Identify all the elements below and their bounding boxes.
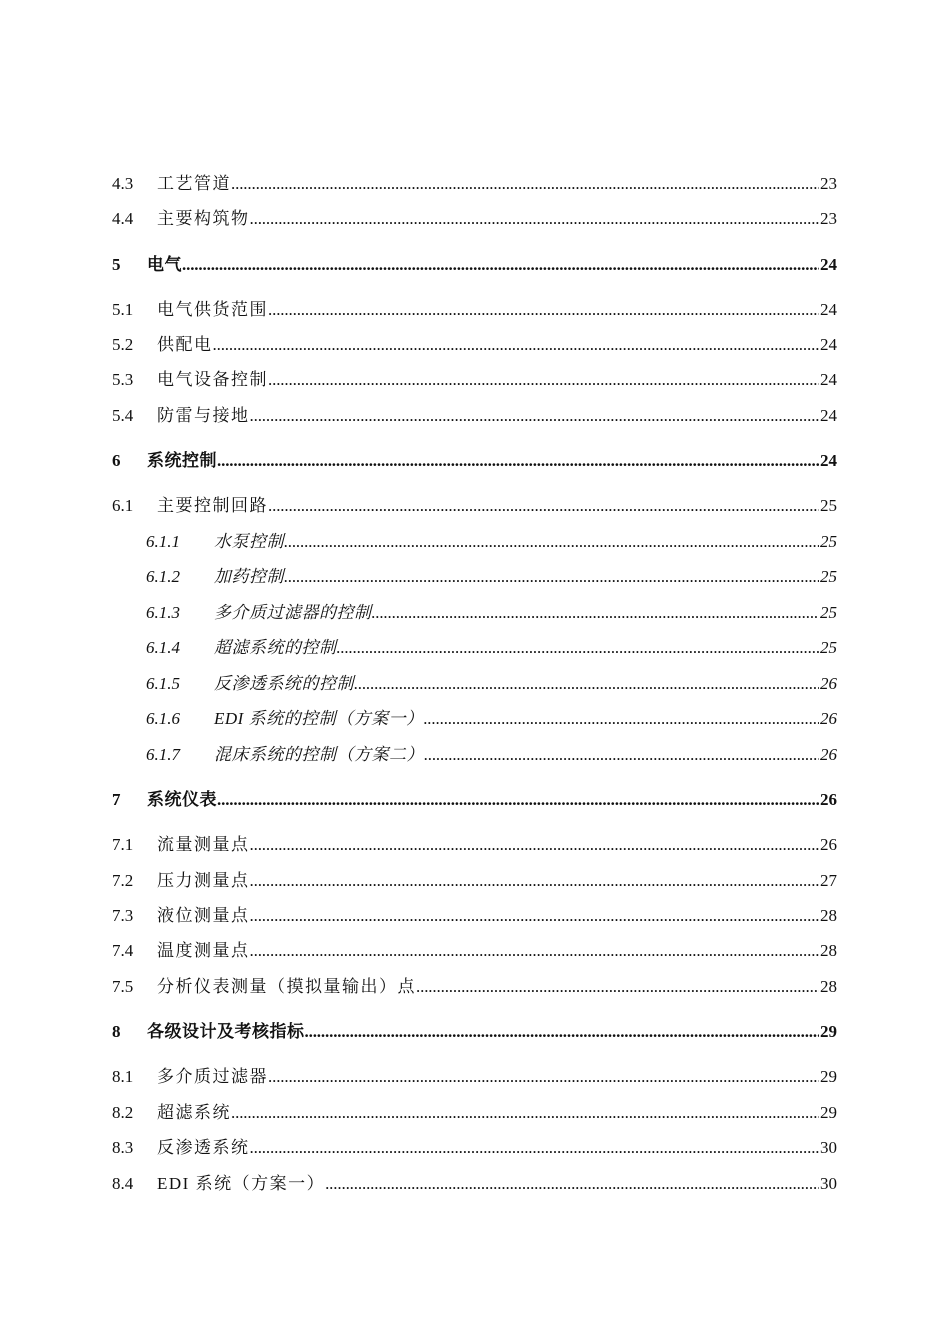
toc-entry-8-4[interactable]	[112, 1169, 837, 1195]
toc-page-number: 24	[820, 255, 837, 274]
toc-number: 8	[112, 1022, 121, 1041]
toc-entry-5-2[interactable]	[112, 330, 837, 356]
dot-leader	[424, 744, 819, 766]
toc-page-number: 24	[820, 370, 837, 389]
dot-leader	[231, 1102, 819, 1124]
toc-page-number: 26	[820, 790, 837, 809]
toc-number: 7.1	[112, 835, 134, 854]
dot-leader	[250, 1137, 820, 1159]
toc-page-number: 28	[820, 977, 837, 996]
dot-leader	[284, 531, 819, 553]
toc-page-number: 25	[820, 603, 837, 622]
toc-entry-4-4[interactable]	[112, 204, 837, 230]
dot-leader	[284, 566, 819, 588]
toc-title: 多介质过滤器	[157, 1067, 268, 1086]
toc-entry-5-1[interactable]	[112, 295, 837, 321]
toc-entry-6-1-6[interactable]	[146, 704, 837, 730]
toc-title: 多介质过滤器的控制	[214, 603, 372, 622]
toc-title: 超滤系统的控制	[214, 638, 337, 657]
toc-title: 分析仪表测量（摸拟量输出）点	[157, 977, 416, 996]
dot-leader	[250, 940, 820, 962]
dot-leader	[182, 254, 819, 276]
toc-title: EDI 系统（方案一）	[157, 1174, 326, 1193]
toc-page-number: 25	[820, 638, 837, 657]
toc-entry-6-1-7[interactable]	[146, 740, 837, 766]
toc-title: 供配电	[157, 335, 213, 354]
toc-number: 7.5	[112, 977, 134, 996]
toc-title: 流量测量点	[157, 835, 250, 854]
dot-leader	[217, 789, 819, 811]
toc-title: 电气供货范围	[157, 300, 268, 319]
toc-entry-5-4[interactable]	[112, 401, 837, 427]
toc-number: 7	[112, 790, 121, 809]
toc-entry-6[interactable]	[112, 446, 837, 472]
dot-leader	[231, 173, 819, 195]
toc-page-number: 23	[820, 174, 837, 193]
toc-entry-6-1-3[interactable]	[146, 598, 837, 624]
toc-title: 水泵控制	[214, 532, 284, 551]
toc-entry-7-2[interactable]	[112, 866, 837, 892]
toc-page-number: 24	[820, 451, 837, 470]
dot-leader	[250, 905, 820, 927]
toc-number: 4.3	[112, 174, 134, 193]
toc-number: 6.1.7	[146, 745, 180, 764]
toc-number: 6.1.2	[146, 567, 180, 586]
toc-title: 混床系统的控制（方案二）	[214, 745, 424, 764]
dot-leader	[250, 405, 820, 427]
toc-number: 5.3	[112, 370, 134, 389]
toc-number: 7.3	[112, 906, 134, 925]
toc-title: 压力测量点	[157, 871, 250, 890]
dot-leader	[250, 208, 820, 230]
toc-number: 8.2	[112, 1103, 134, 1122]
toc-number: 5	[112, 255, 121, 274]
toc-number: 7.4	[112, 941, 134, 960]
toc-title: 防雷与接地	[157, 406, 250, 425]
toc-title: 电气	[147, 255, 182, 274]
toc-entry-7-3[interactable]	[112, 901, 837, 927]
toc-page-number: 24	[820, 300, 837, 319]
dot-leader	[268, 369, 819, 391]
toc-page-number: 26	[820, 709, 837, 728]
dot-leader	[424, 708, 819, 730]
toc-number: 6.1.6	[146, 709, 180, 728]
toc-number: 5.2	[112, 335, 134, 354]
toc-title: 主要构筑物	[157, 209, 250, 228]
toc-entry-6-1-2[interactable]	[146, 562, 837, 588]
dot-leader	[372, 602, 820, 624]
toc-number: 4.4	[112, 209, 134, 228]
toc-page-number: 29	[820, 1022, 837, 1041]
toc-entry-8-1[interactable]	[112, 1062, 837, 1088]
toc-title: 液位测量点	[157, 906, 250, 925]
dot-leader	[268, 495, 819, 517]
toc-title: 超滤系统	[157, 1103, 231, 1122]
dot-leader	[337, 637, 820, 659]
toc-number: 6.1.3	[146, 603, 180, 622]
dot-leader	[250, 834, 820, 856]
toc-title: 各级设计及考核指标	[147, 1022, 305, 1041]
dot-leader	[305, 1021, 820, 1043]
toc-title: 电气设备控制	[157, 370, 268, 389]
toc-page-number: 25	[820, 567, 837, 586]
toc-number: 6.1.4	[146, 638, 180, 657]
toc-page-number: 26	[820, 745, 837, 764]
toc-page-number: 24	[820, 406, 837, 425]
dot-leader	[250, 870, 820, 892]
toc-page-number: 30	[820, 1174, 837, 1193]
toc-page-number: 29	[820, 1067, 837, 1086]
dot-leader	[213, 334, 820, 356]
toc-title: 反渗透系统	[157, 1138, 250, 1157]
toc-title: 工艺管道	[157, 174, 231, 193]
dot-leader	[268, 299, 819, 321]
toc-entry-6-1-5[interactable]	[146, 669, 837, 695]
toc-entry-8[interactable]	[112, 1017, 837, 1043]
toc-entry-8-3[interactable]	[112, 1133, 837, 1159]
toc-page-number: 26	[820, 674, 837, 693]
toc-number: 6.1	[112, 496, 134, 515]
toc-title: 温度测量点	[157, 941, 250, 960]
toc-page-number: 23	[820, 209, 837, 228]
toc-page-number: 28	[820, 906, 837, 925]
toc-entry-6-1[interactable]	[112, 491, 837, 517]
toc-page-number: 24	[820, 335, 837, 354]
toc-entry-6-1-4[interactable]	[146, 633, 837, 659]
toc-title: 加药控制	[214, 567, 284, 586]
toc-number: 6	[112, 451, 121, 470]
toc-page-number: 25	[820, 532, 837, 551]
toc-number: 6.1.5	[146, 674, 180, 693]
dot-leader	[268, 1066, 819, 1088]
toc-page-number: 29	[820, 1103, 837, 1122]
dot-leader	[325, 1173, 819, 1195]
toc-page-number: 26	[820, 835, 837, 854]
toc-number: 8.4	[112, 1174, 134, 1193]
toc-entry-7-4[interactable]	[112, 936, 837, 962]
toc-number: 6.1.1	[146, 532, 180, 551]
toc-entry-5[interactable]	[112, 250, 837, 276]
dot-leader	[416, 976, 819, 998]
toc-number: 7.2	[112, 871, 134, 890]
toc-title: 系统仪表	[147, 790, 217, 809]
toc-title: 系统控制	[147, 451, 217, 470]
toc-number: 5.1	[112, 300, 134, 319]
toc-title: 主要控制回路	[157, 496, 268, 515]
toc-entry-7[interactable]	[112, 785, 837, 811]
toc-page-number: 28	[820, 941, 837, 960]
toc-page-number: 30	[820, 1138, 837, 1157]
dot-leader	[354, 673, 819, 695]
toc-entry-6-1-1[interactable]	[146, 527, 837, 553]
toc-page-number: 27	[820, 871, 837, 890]
toc-entry-4-3[interactable]	[112, 169, 837, 195]
toc-number: 8.1	[112, 1067, 134, 1086]
toc-entry-8-2[interactable]	[112, 1098, 837, 1124]
toc-entry-7-5[interactable]	[112, 972, 837, 998]
dot-leader	[217, 450, 819, 472]
toc-title: EDI 系统的控制（方案一）	[214, 709, 424, 728]
toc-title: 反渗透系统的控制	[214, 674, 354, 693]
toc-number: 8.3	[112, 1138, 134, 1157]
toc-number: 5.4	[112, 406, 134, 425]
toc-entry-5-3[interactable]	[112, 365, 837, 391]
toc-page-number: 25	[820, 496, 837, 515]
toc-entry-7-1[interactable]	[112, 830, 837, 856]
